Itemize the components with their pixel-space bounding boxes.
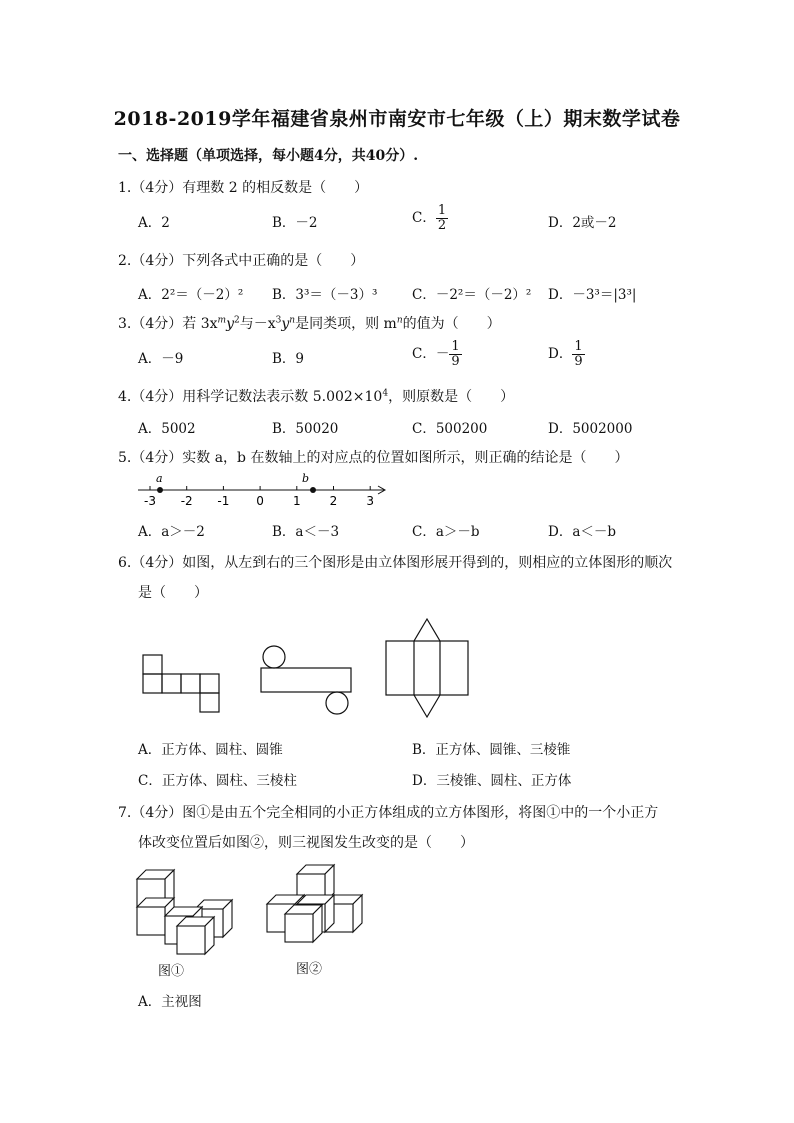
- fraction: $\frac{1}{9}$: [451, 339, 460, 369]
- q5-option-c: C．a＞－b: [412, 524, 480, 540]
- q2-option-d: D．－3³＝|3³|: [548, 287, 637, 303]
- point-b: [310, 487, 316, 493]
- axis-tick-label: -3: [144, 494, 156, 508]
- cube-face: [177, 926, 205, 954]
- question-2-stem: 2.（4分）下列各式中正确的是（ ）: [118, 253, 365, 269]
- question-7-stem-line1: 7.（4分）图①是由五个完全相同的小正方体组成的立方体图形，将图①中的一个小正方: [118, 805, 659, 821]
- point-b-label: b: [302, 472, 310, 485]
- question-1-stem: 1.（4分）有理数 2 的相反数是（ ）: [118, 180, 369, 196]
- q2-option-a: A．2²＝（－2）²: [138, 287, 244, 303]
- q4-option-a: A．5002: [138, 421, 196, 437]
- figure-2-label: 图②: [296, 962, 323, 977]
- number-line-figure: [136, 470, 396, 510]
- q1-option-c: C． $\frac{1}{2}$: [412, 203, 447, 233]
- question-5-stem: 5.（4分）实数 a，b 在数轴上的对应点的位置如图所示，则正确的结论是（ ）: [118, 450, 629, 466]
- q6-option-b: B．正方体、圆锥、三棱锥: [412, 742, 571, 758]
- axis-tick-label: -1: [217, 494, 230, 508]
- q3-option-d: D． $\frac{1}{9}$: [548, 339, 583, 369]
- q6-option-c: C．正方体、圆柱、三棱柱: [138, 773, 297, 789]
- question-4-stem: 4.（4分）用科学记数法表示数 $5.002\times 10^4$，则原数是（ ）: [118, 388, 515, 405]
- q4-option-d: D．5002000: [548, 421, 633, 437]
- page-title: 2018-2019学年福建省泉州市南安市七年级（上）期末数学试卷: [113, 108, 681, 130]
- q3-option-c: C．－ $\frac{1}{9}$: [412, 339, 460, 369]
- q2-option-c: C．－2²＝（－2）²: [412, 287, 532, 303]
- point-a-label: a: [156, 472, 163, 485]
- q4-option-b: B．50020: [272, 421, 339, 437]
- question-7-stem-line2: 体改变位置后如图②，则三视图发生改变的是（ ）: [138, 835, 474, 851]
- q5-option-d: D．a＜－b: [548, 524, 617, 540]
- fraction: $\frac{1}{9}$: [574, 339, 583, 369]
- cube-figure-1: [132, 866, 247, 956]
- q2-option-b: B．3³＝（－3）³: [272, 287, 378, 303]
- q5-option-a: A．a＞－2: [138, 524, 205, 540]
- question-6-stem-line1: 6.（4分）如图，从左到右的三个图形是由立体图形展开得到的，则相应的立体图形的顺次: [118, 555, 673, 571]
- q7-option-a: A．主视图: [138, 994, 202, 1010]
- q1-option-d: D．2或－2: [548, 215, 617, 231]
- cube-face: [137, 907, 165, 935]
- q1-option-b: B．－2: [272, 215, 318, 231]
- cylinder-net-figure: [256, 644, 356, 716]
- q5-option-b: B．a＜－3: [272, 524, 340, 540]
- q3-option-b: B．9: [272, 351, 305, 367]
- q6-option-a: A．正方体、圆柱、圆锥: [138, 742, 283, 758]
- question-6-stem-line2: 是（ ）: [138, 585, 208, 601]
- axis-tick-label: 1: [292, 494, 301, 508]
- axis-tick-label: -2: [180, 494, 193, 508]
- q4-option-c: C．500200: [412, 421, 488, 437]
- q1-option-a: A．2: [138, 215, 170, 231]
- axis-tick-label: 0: [256, 494, 264, 508]
- cube-face: [285, 914, 313, 942]
- cube-net-figure: [140, 652, 225, 717]
- triangular-prism-net-figure: [384, 616, 470, 720]
- q3-option-a: A．－9: [138, 351, 184, 367]
- axis-tick-label: 3: [366, 494, 375, 508]
- axis-tick-label: 2: [329, 494, 338, 508]
- figure-1-label: 图①: [158, 964, 185, 979]
- cube-figure-2: [262, 860, 377, 956]
- point-a: [157, 487, 163, 493]
- q6-option-d: D．三棱锥、圆柱、正方体: [412, 773, 572, 789]
- question-3-stem: 3.（4分）若 $3x^my^2$与$-x^3y^n$是同类项，则 $m^n$的值为（ ）: [118, 315, 501, 332]
- section-heading: 一、选择题（单项选择，每小题4分，共40分）.: [118, 148, 419, 164]
- fraction: $\frac{1}{2}$: [437, 203, 447, 233]
